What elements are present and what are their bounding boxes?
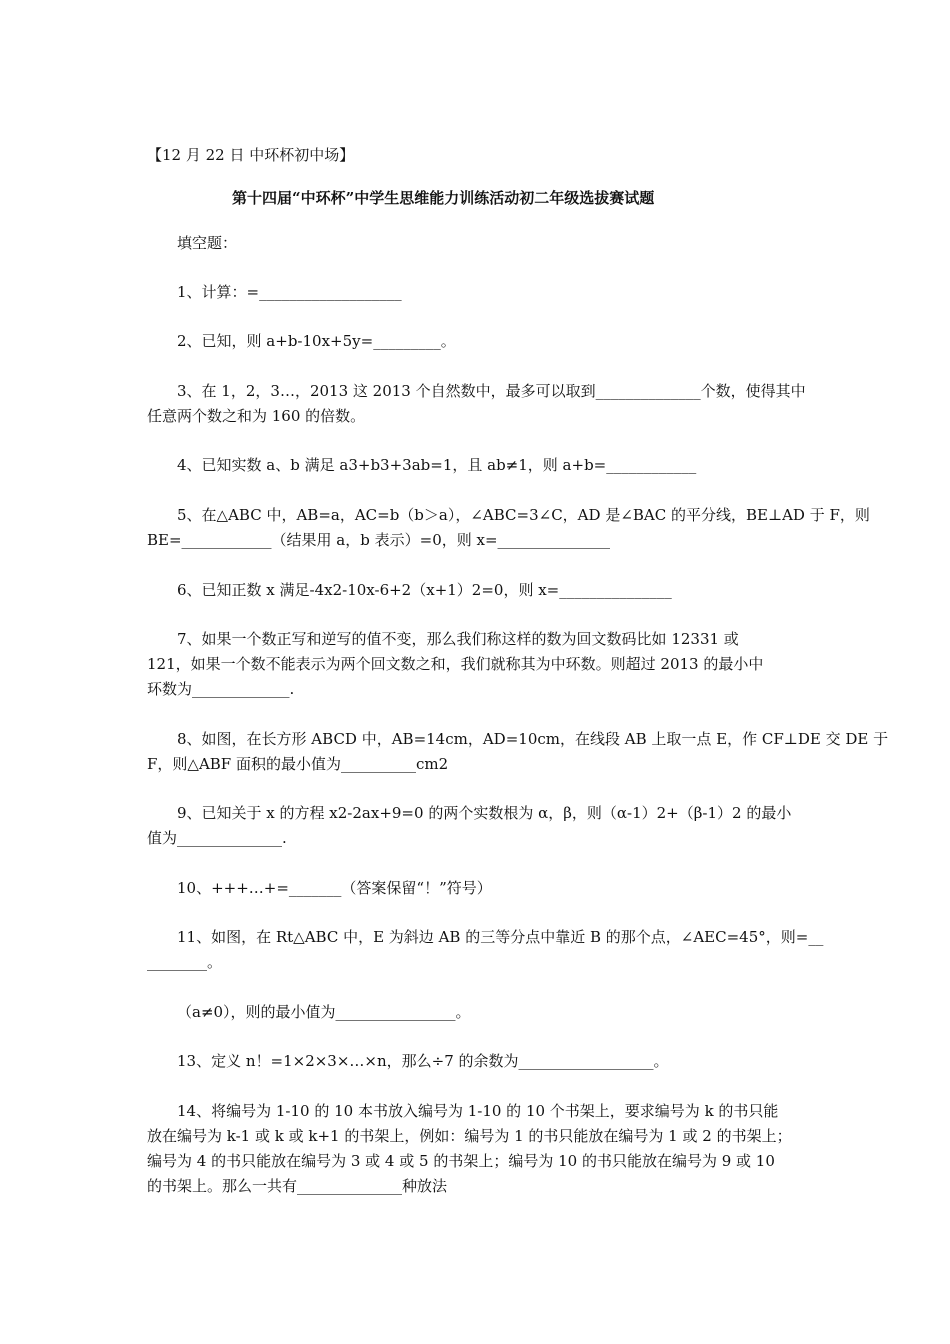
question-5-line-1: 5、在△ABC 中，AB=a，AC=b（b＞a），∠ABC=3∠C，AD 是∠BAC 的平分线，BE⊥AD 于 F，则 — [177, 506, 870, 524]
question-9-line-1: 9、已知关于 x 的方程 x2-2ax+9=0 的两个实数根为 α，β，则（α-1）2+（β-1）2 的最小 — [177, 804, 792, 822]
question-14-line-3: 编号为 4 的书只能放在编号为 3 或 4 或 5 的书架上；编号为 10 的书只能放在编号为 9 或 10 — [147, 1152, 775, 1170]
question-3-line-2: 任意两个数之和为 160 的倍数。 — [147, 407, 366, 425]
page-title: 第十四届“中环杯”中学生思维能力训练活动初二年级选拔赛试题 — [232, 189, 655, 207]
question-7-line-2: 121，如果一个数不能表示为两个回文数之和，我们就称其为中环数。则超过 2013 的最小中 — [147, 655, 764, 673]
question-1: 1、计算：=___________________ — [177, 283, 402, 301]
question-14-line-4: 的书架上。那么一共有______________种放法 — [147, 1177, 448, 1195]
question-11-line-2: ________。 — [147, 953, 223, 971]
question-14-line-1: 14、将编号为 1-10 的 10 本书放入编号为 1-10 的 10 个书架上，要求编号为 k 的书只能 — [177, 1102, 779, 1120]
question-4: 4、已知实数 a、b 满足 a3+b3+3ab=1，且 ab≠1，则 a+b=____________ — [177, 456, 697, 474]
question-8-line-1: 8、如图，在长方形 ABCD 中，AB=14cm，AD=10cm，在线段 AB 上取一点 E，作 CF⊥DE 交 DE 于 — [177, 730, 889, 748]
question-7-line-1: 7、如果一个数正写和逆写的值不变，那么我们称这样的数为回文数码比如 12331 或 — [177, 630, 739, 648]
question-14-line-2: 放在编号为 k-1 或 k 或 k+1 的书架上，例如：编号为 1 的书只能放在编号为 1 或 2 的书架上； — [147, 1127, 792, 1145]
date-tag: 【12 月 22 日 中环杯初中场】 — [147, 146, 355, 164]
question-6: 6、已知正数 x 满足-4x2-10x-6+2（x+1）2=0，则 x=_______________ — [177, 581, 672, 599]
question-2: 2、已知，则 a+b-10x+5y=_________。 — [177, 332, 456, 350]
question-9-line-2: 值为______________. — [147, 829, 287, 847]
section-heading: 填空题： — [177, 234, 238, 252]
question-10: 10、+++…+=_______（答案保留“！”符号） — [177, 879, 492, 897]
question-13: 13、定义 n！=1×2×3×…×n，那么÷7 的余数为__________________。 — [177, 1052, 669, 1070]
question-12: （a≠0），则的最小值为________________。 — [177, 1003, 471, 1021]
question-8-line-2: F，则△ABF 面积的最小值为__________cm2 — [147, 755, 449, 773]
question-5-line-2: BE=____________（结果用 a，b 表示）=0，则 x=_______________ — [147, 531, 611, 549]
question-11-line-1: 11、如图，在 Rt△ABC 中，E 为斜边 AB 的三等分点中靠近 B 的那个点，∠AEC=45°，则=__ — [177, 928, 824, 946]
question-7-line-3: 环数为_____________. — [147, 680, 295, 698]
question-3-line-1: 3、在 1，2，3…，2013 这 2013 个自然数中，最多可以取到______________个数，使得其中 — [177, 382, 806, 400]
